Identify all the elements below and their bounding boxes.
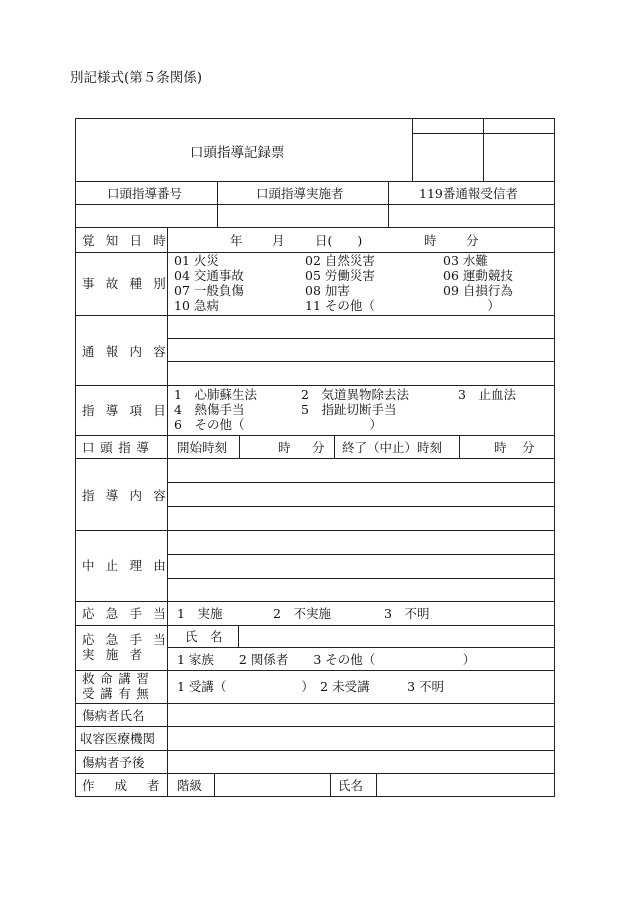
guidance-item: 2 気道異物除去法 [301,387,409,402]
accident-option: 08 加害 [305,283,350,298]
guidance-content-field[interactable] [167,458,555,530]
guidance-performer-label: 口頭指導実施者 [256,186,344,201]
guidance-number-field[interactable] [75,204,217,227]
guidance-item: 5 指趾切断手当 [301,402,397,417]
prognosis-field[interactable] [167,750,555,773]
start-time-label: 開始時刻 [177,440,228,455]
call-receiver-field[interactable] [388,204,555,227]
line [75,435,555,436]
guidance-number-label: 口頭指導番号 [107,186,183,201]
guidance-performer-field[interactable] [217,204,388,227]
guidance-item: 1 心肺蘇生法 [174,387,257,402]
stamp-box-2[interactable] [483,133,555,181]
awareness-minute: 分 [466,233,479,248]
patient-name-label: 傷病者氏名 [82,708,145,723]
guidance-item: 3 止血法 [458,387,516,402]
report-content-field[interactable] [167,315,555,385]
accident-option: 04 交通事故 [174,268,244,283]
stop-reason-label: 中止理由 [82,558,178,573]
performer-name-field[interactable] [238,625,555,647]
author-rank-field[interactable] [214,773,330,797]
first-aid-option: 3 不明 [384,606,430,621]
accident-option: 06 運動競技 [443,268,513,283]
line [459,435,460,458]
guidance-content-label: 指導内容 [82,488,178,503]
first-aid-option: 1 実施 [177,606,223,621]
first-aid-label: 応急手当 [82,606,178,621]
stamp-box-1[interactable] [412,133,484,181]
accident-option: 01 火災 [174,253,219,268]
report-content-label: 通報内容 [82,344,178,359]
rescue-course-label-2: 受講有無 [82,686,155,701]
accident-option: 11 その他（ ） [305,298,500,313]
first-aid-option: 2 不実施 [273,606,331,621]
line [75,227,555,228]
awareness-label: 覚知日時 [82,233,178,248]
performer-name-label: 氏 名 [185,629,223,644]
line [330,773,331,797]
first-aid-performer-label-2: 実施者 [82,647,154,662]
guidance-item: 6 その他（ ） [174,417,382,432]
author-name-field[interactable] [376,773,555,797]
awareness-month: 月 [272,233,285,248]
awareness-year: 年 [230,233,243,248]
rescue-course-options: 1 受講（ ） 2 未受講 3 不明 [177,679,445,694]
performer-options: 1 家族 2 関係者 3 その他（ ） [177,652,476,667]
line [239,435,240,458]
rescue-course-label-1: 救命講習 [82,671,155,686]
line [334,435,335,458]
accident-option: 02 自然災害 [305,253,375,268]
hospital-field[interactable] [167,726,555,750]
first-aid-performer-label-1: 応急手当 [82,632,178,647]
guidance-items-label: 指導項目 [82,403,178,418]
author-rank-label: 階級 [177,778,203,793]
accident-option: 05 労働災害 [305,268,375,283]
accident-option: 10 急病 [174,298,219,313]
author-label: 作成者 [82,778,180,793]
header-note: 別記様式(第５条関係) [70,70,203,86]
line [167,647,555,648]
accident-option: 03 水難 [443,253,488,268]
guidance-item: 4 熱傷手当 [174,402,245,417]
author-name-label: 氏名 [338,778,364,793]
call-receiver-label: 119番通報受信者 [419,186,518,201]
accident-option: 07 一般負傷 [174,283,244,298]
line [75,181,555,182]
hospital-label: 収容医療機関 [80,731,156,746]
oral-guidance-label: 口頭指導 [82,440,155,455]
end-time-label: 終了（中止）時刻 [342,440,443,455]
stop-reason-field[interactable] [167,530,555,601]
line [75,385,555,386]
end-hour: 時 [494,440,507,455]
line [75,601,555,602]
form-title: 口頭指導記録票 [190,145,285,161]
accident-type-label: 事故種別 [82,276,178,291]
start-hour: 時 [278,440,291,455]
awareness-day: 日( ) [315,233,363,248]
end-minute: 分 [522,440,535,455]
patient-name-field[interactable] [167,703,555,726]
start-minute: 分 [312,440,325,455]
awareness-hour: 時 [424,233,437,248]
accident-option: 09 自損行為 [443,283,513,298]
prognosis-label: 傷病者予後 [82,755,145,770]
